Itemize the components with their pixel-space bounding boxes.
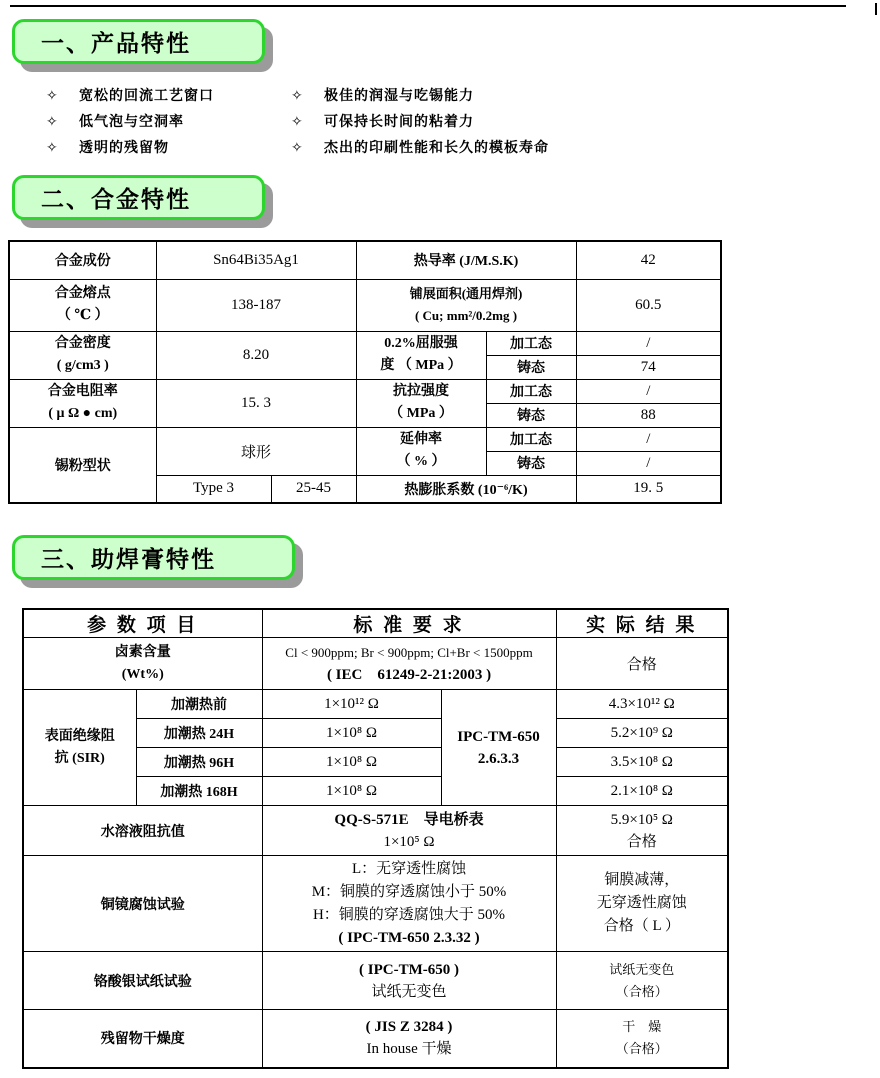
list-item [46, 82, 214, 108]
standard-line: L：无穿透性腐蚀 [351, 860, 467, 877]
section-title-text: 二、合金特性 [41, 186, 191, 212]
cte-value: 19. 5 [576, 475, 721, 503]
label-line: 延伸率 [400, 432, 443, 447]
copper-mirror-result [556, 856, 728, 952]
label-line: (Wt%) [121, 666, 164, 682]
sir-standard: 1×10⁸ Ω [262, 719, 441, 748]
header-result: 实 际 结 果 [556, 609, 728, 638]
result-line: （合格） [615, 983, 668, 999]
table-row [23, 856, 728, 952]
table-row [9, 279, 721, 331]
list-item [46, 108, 214, 134]
tensile-cast-value: 88 [576, 403, 721, 427]
method-line: 2.6.3.3 [477, 750, 520, 767]
label-line: 铺展面积(通用焊剂) [409, 286, 523, 301]
table-row [9, 379, 721, 403]
standard-line: ( JIS Z 3284 ) [365, 1019, 453, 1036]
copper-mirror-standard [262, 856, 556, 952]
table-header-row [23, 609, 728, 638]
tensile-label [356, 379, 486, 427]
sir-standard: 1×10¹² Ω [262, 690, 441, 719]
diamond-bullet-icon: ✧ [291, 138, 304, 155]
standard-line: 1×10⁵ Ω [383, 833, 435, 850]
section-title-flux-properties [12, 535, 295, 580]
label-line: ( Cu; mm²/0.2mg ) [414, 308, 518, 323]
standard-line: 试纸无变色 [371, 983, 447, 1000]
melting-point-label [9, 279, 156, 331]
result-line: 干 燥 [622, 1019, 662, 1035]
section-title-alloy-properties [12, 175, 265, 220]
yield-wrought-value: / [576, 331, 721, 355]
resistivity-label [9, 379, 156, 427]
water-extract-result [556, 806, 728, 856]
feature-text: 透明的残留物 [79, 139, 169, 155]
sir-standard: 1×10⁸ Ω [262, 748, 441, 777]
list-item [46, 134, 214, 160]
table-row [23, 1010, 728, 1068]
section-title-product-features [12, 19, 265, 64]
label-line: 卤素含量 [114, 644, 171, 660]
label-line: ( g/cm3 ) [56, 358, 109, 373]
table-row [9, 331, 721, 355]
table-row [9, 427, 721, 451]
powder-shape-label: 锡粉型状 [9, 427, 156, 503]
density-label [9, 331, 156, 379]
powder-type-value: Type 3 [156, 475, 271, 503]
sir-result: 3.5×10⁸ Ω [556, 748, 728, 777]
standard-line: ( IPC-TM-650 ) [359, 961, 460, 978]
sir-condition: 加潮热 24H [136, 719, 262, 748]
list-item [291, 134, 549, 160]
standard-line: In house 干燥 [366, 1041, 452, 1058]
table-row [23, 806, 728, 856]
label-line: （ % ） [396, 454, 446, 469]
table-row [9, 241, 721, 279]
diamond-bullet-icon: ✧ [46, 112, 59, 129]
standard-line: M：铜膜的穿透腐蚀小于 50% [311, 883, 507, 900]
standard-line: QQ-S-571E 导电桥表 [334, 811, 484, 828]
sir-result: 5.2×10⁹ Ω [556, 719, 728, 748]
yield-wrought-label: 加工态 [486, 331, 576, 355]
header-standard: 标 准 要 求 [262, 609, 556, 638]
yield-strength-label [356, 331, 486, 379]
elongation-wrought-value: / [576, 427, 721, 451]
standard-line: Cl < 900ppm; Br < 900ppm; Cl+Br < 1500ppm [285, 644, 533, 660]
diamond-bullet-icon: ✧ [291, 112, 304, 129]
tensile-wrought-label: 加工态 [486, 379, 576, 403]
list-item [291, 108, 549, 134]
water-extract-label: 水溶液阻抗值 [23, 806, 262, 856]
label-line: 表面绝缘阻 [44, 728, 115, 744]
alloy-composition-label: 合金成份 [9, 241, 156, 279]
sir-condition: 加潮热前 [136, 690, 262, 719]
residue-dryness-result [556, 1010, 728, 1068]
feature-text: 可保持长时间的粘着力 [324, 113, 474, 129]
alloy-properties-table [8, 240, 722, 504]
method-line: IPC-TM-650 [457, 728, 540, 745]
features-column-left [46, 82, 214, 160]
yield-cast-value: 74 [576, 355, 721, 379]
sir-method [441, 690, 556, 806]
section-title-text: 三、助焊膏特性 [41, 546, 216, 572]
thermal-conductivity-label: 热导率 (J/M.S.K) [356, 241, 576, 279]
diamond-bullet-icon: ✧ [46, 138, 59, 155]
page-top-rule [10, 5, 846, 7]
result-line: 合格 [626, 833, 657, 850]
residue-dryness-standard [262, 1010, 556, 1068]
spread-area-label [356, 279, 576, 331]
label-line: 合金电阻率 [47, 384, 118, 399]
residue-dryness-label: 残留物干燥度 [23, 1010, 262, 1068]
sir-condition: 加潮热 168H [136, 777, 262, 806]
result-line: 5.9×10⁵ Ω [610, 811, 673, 828]
sir-result: 4.3×10¹² Ω [556, 690, 728, 719]
alloy-composition-value: Sn64Bi35Ag1 [156, 241, 356, 279]
tensile-cast-label: 铸态 [486, 403, 576, 427]
sir-condition: 加潮热 96H [136, 748, 262, 777]
silver-chromate-standard [262, 952, 556, 1010]
resistivity-value: 15. 3 [156, 379, 356, 427]
result-line: 铜膜减薄， [604, 872, 680, 888]
label-line: 度 （ MPa ） [380, 358, 462, 373]
label-line: 抗 (SIR) [54, 750, 105, 766]
label-line: （ ℃ ） [56, 308, 109, 323]
label-line: 合金密度 [54, 336, 111, 351]
header-parameter: 参 数 项 目 [23, 609, 262, 638]
flux-properties-table [22, 608, 729, 1069]
standard-line: H：铜膜的穿透腐蚀大于 50% [312, 906, 506, 923]
standard-line: ( IPC-TM-650 2.3.32 ) [338, 929, 480, 946]
silver-chromate-result [556, 952, 728, 1010]
cte-label: 热膨胀系数 (10⁻⁶/K) [356, 475, 576, 503]
page-edge-mark [875, 3, 877, 15]
halogen-standard [262, 638, 556, 690]
spread-area-value: 60.5 [576, 279, 721, 331]
label-line: 0.2%屈服强 [384, 336, 458, 351]
elongation-label [356, 427, 486, 475]
tensile-wrought-value: / [576, 379, 721, 403]
powder-size-value: 25-45 [271, 475, 356, 503]
result-line: 合格（ L ） [603, 918, 680, 934]
features-column-right [291, 82, 549, 160]
elongation-wrought-label: 加工态 [486, 427, 576, 451]
halogen-result: 合格 [556, 638, 728, 690]
diamond-bullet-icon: ✧ [291, 86, 304, 103]
standard-line: ( IEC 61249-2-21:2003 ) [326, 666, 492, 683]
table-row [23, 952, 728, 1010]
powder-shape-value: 球形 [156, 427, 356, 475]
feature-text: 极佳的润湿与吃锡能力 [324, 87, 474, 103]
result-line: （合格） [615, 1041, 668, 1057]
elongation-cast-value: / [576, 451, 721, 475]
list-item [291, 82, 549, 108]
section-title-text: 一、产品特性 [41, 30, 191, 56]
sir-result: 2.1×10⁸ Ω [556, 777, 728, 806]
label-line: （ MPa ） [389, 406, 453, 421]
water-extract-standard [262, 806, 556, 856]
feature-text: 杰出的印刷性能和长久的模板寿命 [324, 139, 549, 155]
sir-standard: 1×10⁸ Ω [262, 777, 441, 806]
label-line: 合金熔点 [54, 286, 111, 301]
label-line: ( μ Ω ● cm) [48, 406, 118, 421]
silver-chromate-label: 铬酸银试纸试验 [23, 952, 262, 1010]
yield-cast-label: 铸态 [486, 355, 576, 379]
table-row [23, 690, 728, 719]
melting-point-value: 138-187 [156, 279, 356, 331]
label-line: 抗拉强度 [393, 384, 450, 399]
diamond-bullet-icon: ✧ [46, 86, 59, 103]
thermal-conductivity-value: 42 [576, 241, 721, 279]
copper-mirror-label: 铜镜腐蚀试验 [23, 856, 262, 952]
density-value: 8.20 [156, 331, 356, 379]
elongation-cast-label: 铸态 [486, 451, 576, 475]
halogen-label [23, 638, 262, 690]
sir-label [23, 690, 136, 806]
result-line: 试纸无变色 [609, 961, 675, 977]
feature-text: 宽松的回流工艺窗口 [79, 87, 214, 103]
result-line: 无穿透性腐蚀 [596, 895, 687, 911]
table-row [23, 638, 728, 690]
feature-text: 低气泡与空洞率 [79, 113, 184, 129]
